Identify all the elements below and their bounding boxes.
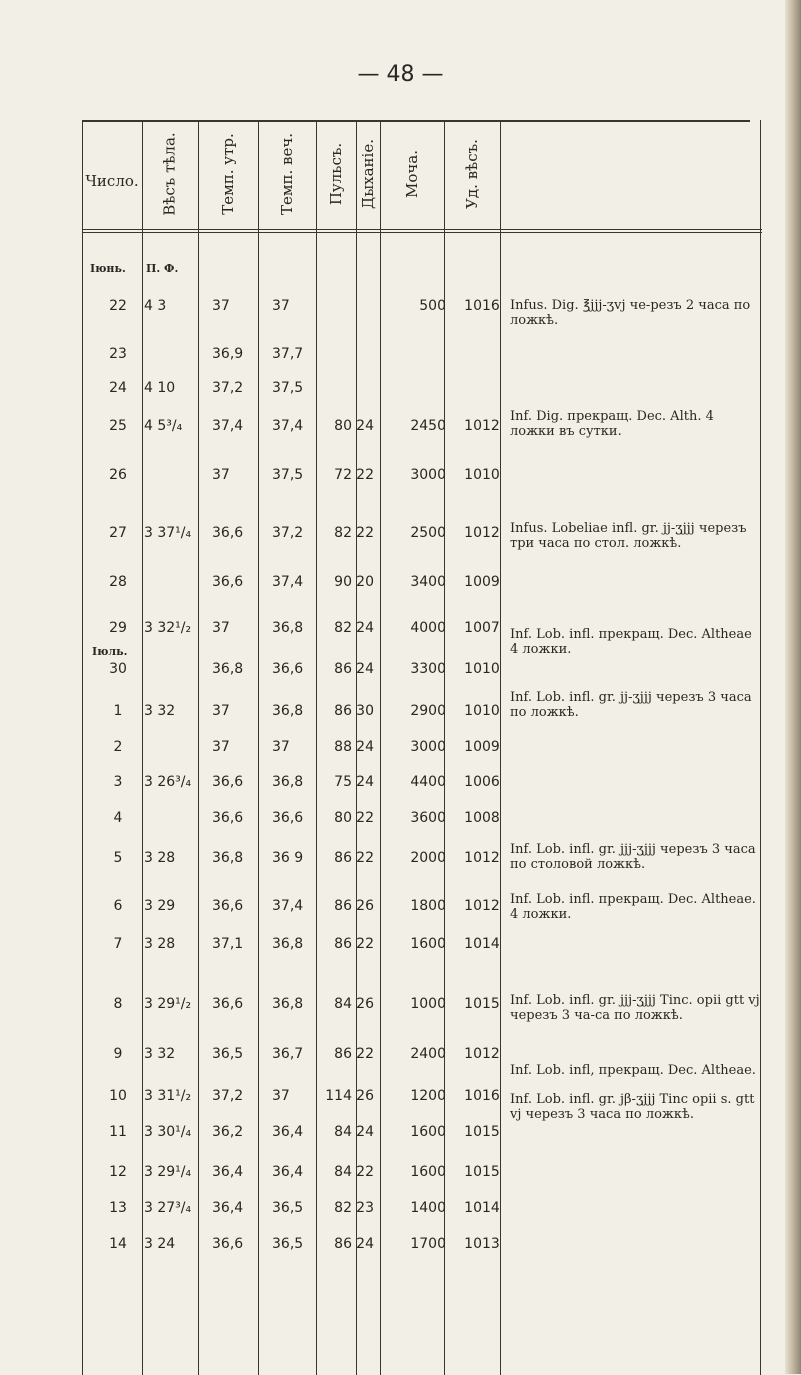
cell-breathing: 20 xyxy=(356,574,374,590)
cell-weight: 3 29¹/₄ xyxy=(144,1164,192,1180)
cell-breathing: 24 xyxy=(356,661,374,677)
cell-temp-evening: 36,8 xyxy=(272,774,304,790)
cell-urine: 2450 xyxy=(410,418,446,434)
cell-breathing: 24 xyxy=(356,739,374,755)
cell-pulse: 86 xyxy=(334,898,352,914)
cell-day: 8 xyxy=(113,996,123,1012)
cell-spec-gravity: 1007 xyxy=(464,620,500,636)
cell-temp-morning: 36,6 xyxy=(212,574,244,590)
cell-breathing: 24 xyxy=(356,774,374,790)
cell-weight: 3 28 xyxy=(144,850,176,866)
cell-pulse: 86 xyxy=(334,703,352,719)
cell-pulse: 80 xyxy=(334,810,352,826)
cell-breathing: 30 xyxy=(356,703,374,719)
cell-breathing: 22 xyxy=(356,1046,374,1062)
label-july: Іюль. xyxy=(92,645,128,658)
cell-pulse: 86 xyxy=(334,1046,352,1062)
cell-pulse: 84 xyxy=(334,1124,352,1140)
cell-breathing: 24 xyxy=(356,1236,374,1252)
cell-temp-morning: 36,6 xyxy=(212,1236,244,1252)
note-2: Inf. Dig. прекращ. Dec. Alth. 4 ложки въ сутки. xyxy=(510,409,714,439)
cell-breathing: 24 xyxy=(356,418,374,434)
cell-temp-morning: 36,9 xyxy=(212,346,244,362)
cell-pulse: 84 xyxy=(334,996,352,1012)
cell-weight: 4 5³/₄ xyxy=(144,418,183,434)
cell-day: 7 xyxy=(113,936,123,952)
cell-breathing: 22 xyxy=(356,850,374,866)
cell-day: 23 xyxy=(109,346,127,362)
cell-temp-evening: 37,7 xyxy=(272,346,304,362)
cell-temp-morning: 37 xyxy=(212,703,230,719)
note-4: Inf. Lob. infl. прекращ. Dec. Altheae 4 ложки. xyxy=(510,627,752,657)
cell-temp-evening: 37,5 xyxy=(272,380,304,396)
cell-temp-evening: 36,7 xyxy=(272,1046,304,1062)
cell-weight: 3 27³/₄ xyxy=(144,1200,192,1216)
cell-breathing: 22 xyxy=(356,810,374,826)
cell-temp-morning: 36,8 xyxy=(212,850,244,866)
cell-urine: 1700 xyxy=(410,1236,446,1252)
cell-temp-morning: 36,6 xyxy=(212,996,244,1012)
cell-temp-morning: 36,6 xyxy=(212,810,244,826)
cell-temp-morning: 37 xyxy=(212,739,230,755)
cell-day: 9 xyxy=(113,1046,123,1062)
cell-spec-gravity: 1010 xyxy=(464,703,500,719)
cell-urine: 500 xyxy=(419,298,446,314)
cell-spec-gravity: 1016 xyxy=(464,298,500,314)
cell-temp-morning: 36,6 xyxy=(212,898,244,914)
cell-temp-morning: 37,4 xyxy=(212,418,244,434)
cell-temp-evening: 37,4 xyxy=(272,418,304,434)
cell-pulse: 82 xyxy=(334,620,352,636)
cell-day: 12 xyxy=(109,1164,127,1180)
cell-day: 28 xyxy=(109,574,127,590)
cell-weight: 3 32 xyxy=(144,1046,176,1062)
cell-urine: 1600 xyxy=(410,936,446,952)
cell-weight: 4 10 xyxy=(144,380,176,396)
header-breathing: Дыханіе. xyxy=(359,139,378,209)
label-weight-units: П. Ф. xyxy=(146,262,179,275)
cell-urine: 2900 xyxy=(410,703,446,719)
cell-day: 4 xyxy=(113,810,123,826)
cell-pulse: 86 xyxy=(334,661,352,677)
header-pulse: Пульсъ. xyxy=(327,142,346,206)
cell-temp-evening: 36 9 xyxy=(272,850,304,866)
cell-day: 25 xyxy=(109,418,127,434)
cell-urine: 1000 xyxy=(410,996,446,1012)
cell-temp-evening: 36,4 xyxy=(272,1124,304,1140)
cell-spec-gravity: 1015 xyxy=(464,996,500,1012)
note-8: Inf. Lob. infl. gr. jjj-ʒjjj Tinc. opii gtt vj черезъ 3 ча-са по ложкѣ. xyxy=(510,993,760,1023)
cell-weight: 3 28 xyxy=(144,936,176,952)
cell-spec-gravity: 1012 xyxy=(464,898,500,914)
col-border-left xyxy=(82,120,83,1375)
cell-breathing: 24 xyxy=(356,1124,374,1140)
page-edge xyxy=(785,0,801,1374)
cell-spec-gravity: 1008 xyxy=(464,810,500,826)
cell-spec-gravity: 1010 xyxy=(464,661,500,677)
cell-temp-morning: 37 xyxy=(212,467,230,483)
cell-day: 26 xyxy=(109,467,127,483)
cell-day: 13 xyxy=(109,1200,127,1216)
cell-urine: 2000 xyxy=(410,850,446,866)
cell-temp-evening: 37,2 xyxy=(272,525,304,541)
table-top-rule xyxy=(82,120,750,122)
cell-urine: 1600 xyxy=(410,1124,446,1140)
cell-urine: 3000 xyxy=(410,739,446,755)
cell-urine: 1200 xyxy=(410,1088,446,1104)
cell-breathing: 24 xyxy=(356,620,374,636)
header-weight: Вѣсъ тѣла. xyxy=(161,132,179,216)
cell-urine: 4000 xyxy=(410,620,446,636)
cell-weight: 3 29 xyxy=(144,898,176,914)
cell-urine: 1600 xyxy=(410,1164,446,1180)
cell-temp-evening: 36,8 xyxy=(272,703,304,719)
cell-temp-morning: 37,1 xyxy=(212,936,244,952)
cell-temp-morning: 37,2 xyxy=(212,1088,244,1104)
cell-breathing: 22 xyxy=(356,467,374,483)
cell-urine: 2400 xyxy=(410,1046,446,1062)
cell-day: 27 xyxy=(109,525,127,541)
cell-temp-morning: 36,4 xyxy=(212,1200,244,1216)
note-10: Inf. Lob. infl. gr. jβ-ʒjjj Tinc opii s. gtt vj черезъ 3 часа по ложкѣ. xyxy=(510,1092,755,1122)
cell-spec-gravity: 1006 xyxy=(464,774,500,790)
cell-temp-evening: 36,6 xyxy=(272,661,304,677)
cell-urine: 1800 xyxy=(410,898,446,914)
cell-spec-gravity: 1015 xyxy=(464,1124,500,1140)
cell-breathing: 26 xyxy=(356,898,374,914)
note-5: Inf. Lob. infl. gr. jj-ʒjjj черезъ 3 часа по ложкѣ. xyxy=(510,690,752,720)
cell-temp-evening: 37 xyxy=(272,1088,290,1104)
cell-pulse: 86 xyxy=(334,936,352,952)
col-border-weight xyxy=(198,120,199,1375)
cell-breathing: 26 xyxy=(356,996,374,1012)
header-urine: Моча. xyxy=(403,149,421,199)
cell-temp-morning: 36,6 xyxy=(212,525,244,541)
cell-weight: 3 32 xyxy=(144,703,176,719)
note-7: Inf. Lob. infl. прекращ. Dec. Altheae. 4 ложки. xyxy=(510,892,756,922)
cell-day: 14 xyxy=(109,1236,127,1252)
cell-urine: 3600 xyxy=(410,810,446,826)
cell-temp-morning: 36,8 xyxy=(212,661,244,677)
cell-temp-morning: 36,2 xyxy=(212,1124,244,1140)
cell-pulse: 88 xyxy=(334,739,352,755)
cell-pulse: 75 xyxy=(334,774,352,790)
cell-temp-morning: 36,4 xyxy=(212,1164,244,1180)
note-1: Infus. Dig. ℥jjj-ʒvj че-резъ 2 часа по ложкѣ. xyxy=(510,298,751,328)
cell-weight: 3 29¹/₂ xyxy=(144,996,192,1012)
cell-spec-gravity: 1012 xyxy=(464,418,500,434)
header-temp-morning: Темп. утр. xyxy=(219,133,238,215)
cell-spec-gravity: 1015 xyxy=(464,1164,500,1180)
cell-day: 6 xyxy=(113,898,123,914)
cell-temp-evening: 36,8 xyxy=(272,936,304,952)
cell-weight: 3 26³/₄ xyxy=(144,774,192,790)
cell-breathing: 22 xyxy=(356,1164,374,1180)
cell-day: 30 xyxy=(109,661,127,677)
cell-weight: 3 30¹/₄ xyxy=(144,1124,192,1140)
cell-urine: 3000 xyxy=(410,467,446,483)
cell-temp-evening: 36,6 xyxy=(272,810,304,826)
note-6: Inf. Lob. infl. gr. jjj-ʒjjj черезъ 3 часа по столовой ложкѣ. xyxy=(510,842,756,872)
cell-day: 3 xyxy=(113,774,123,790)
cell-temp-morning: 37,2 xyxy=(212,380,244,396)
col-border-right xyxy=(760,120,761,1375)
cell-temp-evening: 36,4 xyxy=(272,1164,304,1180)
header-rule xyxy=(82,229,762,230)
cell-urine: 1400 xyxy=(410,1200,446,1216)
cell-pulse: 82 xyxy=(334,1200,352,1216)
cell-day: 22 xyxy=(109,298,127,314)
header-day: Число. xyxy=(85,172,139,190)
cell-urine: 3300 xyxy=(410,661,446,677)
cell-temp-morning: 37 xyxy=(212,298,230,314)
cell-pulse: 72 xyxy=(334,467,352,483)
cell-pulse: 84 xyxy=(334,1164,352,1180)
cell-temp-evening: 37,4 xyxy=(272,574,304,590)
cell-temp-morning: 36,6 xyxy=(212,774,244,790)
col-border-breathing xyxy=(380,120,381,1375)
cell-pulse: 82 xyxy=(334,525,352,541)
cell-spec-gravity: 1012 xyxy=(464,525,500,541)
cell-pulse: 80 xyxy=(334,418,352,434)
cell-pulse: 90 xyxy=(334,574,352,590)
cell-urine: 3400 xyxy=(410,574,446,590)
cell-spec-gravity: 1012 xyxy=(464,850,500,866)
cell-temp-evening: 36,5 xyxy=(272,1200,304,1216)
cell-day: 10 xyxy=(109,1088,127,1104)
cell-spec-gravity: 1012 xyxy=(464,1046,500,1062)
header-rule-2 xyxy=(82,232,762,233)
cell-weight: 3 31¹/₂ xyxy=(144,1088,192,1104)
cell-breathing: 22 xyxy=(356,936,374,952)
cell-breathing: 23 xyxy=(356,1200,374,1216)
cell-day: 11 xyxy=(109,1124,127,1140)
cell-weight: 3 37¹/₄ xyxy=(144,525,192,541)
cell-pulse: 114 xyxy=(325,1088,352,1104)
cell-temp-morning: 36,5 xyxy=(212,1046,244,1062)
cell-weight: 3 24 xyxy=(144,1236,176,1252)
cell-spec-gravity: 1009 xyxy=(464,574,500,590)
cell-temp-evening: 36,5 xyxy=(272,1236,304,1252)
cell-weight: 4 3 xyxy=(144,298,167,314)
cell-day: 1 xyxy=(113,703,123,719)
cell-temp-evening: 37,4 xyxy=(272,898,304,914)
cell-temp-evening: 37 xyxy=(272,739,290,755)
note-9: Inf. Lob. infl, прекращ. Dec. Altheae. xyxy=(510,1063,756,1078)
cell-day: 2 xyxy=(113,739,123,755)
cell-spec-gravity: 1016 xyxy=(464,1088,500,1104)
cell-day: 29 xyxy=(109,620,127,636)
col-border-day xyxy=(142,120,143,1375)
cell-spec-gravity: 1014 xyxy=(464,1200,500,1216)
cell-temp-evening: 37,5 xyxy=(272,467,304,483)
cell-breathing: 22 xyxy=(356,525,374,541)
cell-pulse: 86 xyxy=(334,850,352,866)
cell-urine: 4400 xyxy=(410,774,446,790)
label-june: Іюнь. xyxy=(90,262,126,275)
cell-spec-gravity: 1014 xyxy=(464,936,500,952)
cell-weight: 3 32¹/₂ xyxy=(144,620,192,636)
cell-spec-gravity: 1010 xyxy=(464,467,500,483)
cell-urine: 2500 xyxy=(410,525,446,541)
cell-temp-evening: 36,8 xyxy=(272,996,304,1012)
cell-temp-morning: 37 xyxy=(212,620,230,636)
cell-pulse: 86 xyxy=(334,1236,352,1252)
cell-temp-evening: 36,8 xyxy=(272,620,304,636)
note-3: Infus. Lobeliae infl. gr. jj-ʒjjj черезъ три часа по стол. ложкѣ. xyxy=(510,521,747,551)
page-number: — 48 — xyxy=(357,62,444,87)
col-border-temp-morning xyxy=(258,120,259,1375)
cell-day: 5 xyxy=(113,850,123,866)
cell-day: 24 xyxy=(109,380,127,396)
cell-breathing: 26 xyxy=(356,1088,374,1104)
cell-spec-gravity: 1013 xyxy=(464,1236,500,1252)
cell-temp-evening: 37 xyxy=(272,298,290,314)
cell-spec-gravity: 1009 xyxy=(464,739,500,755)
header-temp-evening: Темп. веч. xyxy=(278,132,296,216)
header-spec-gravity: Уд. вѣсъ. xyxy=(463,139,482,209)
